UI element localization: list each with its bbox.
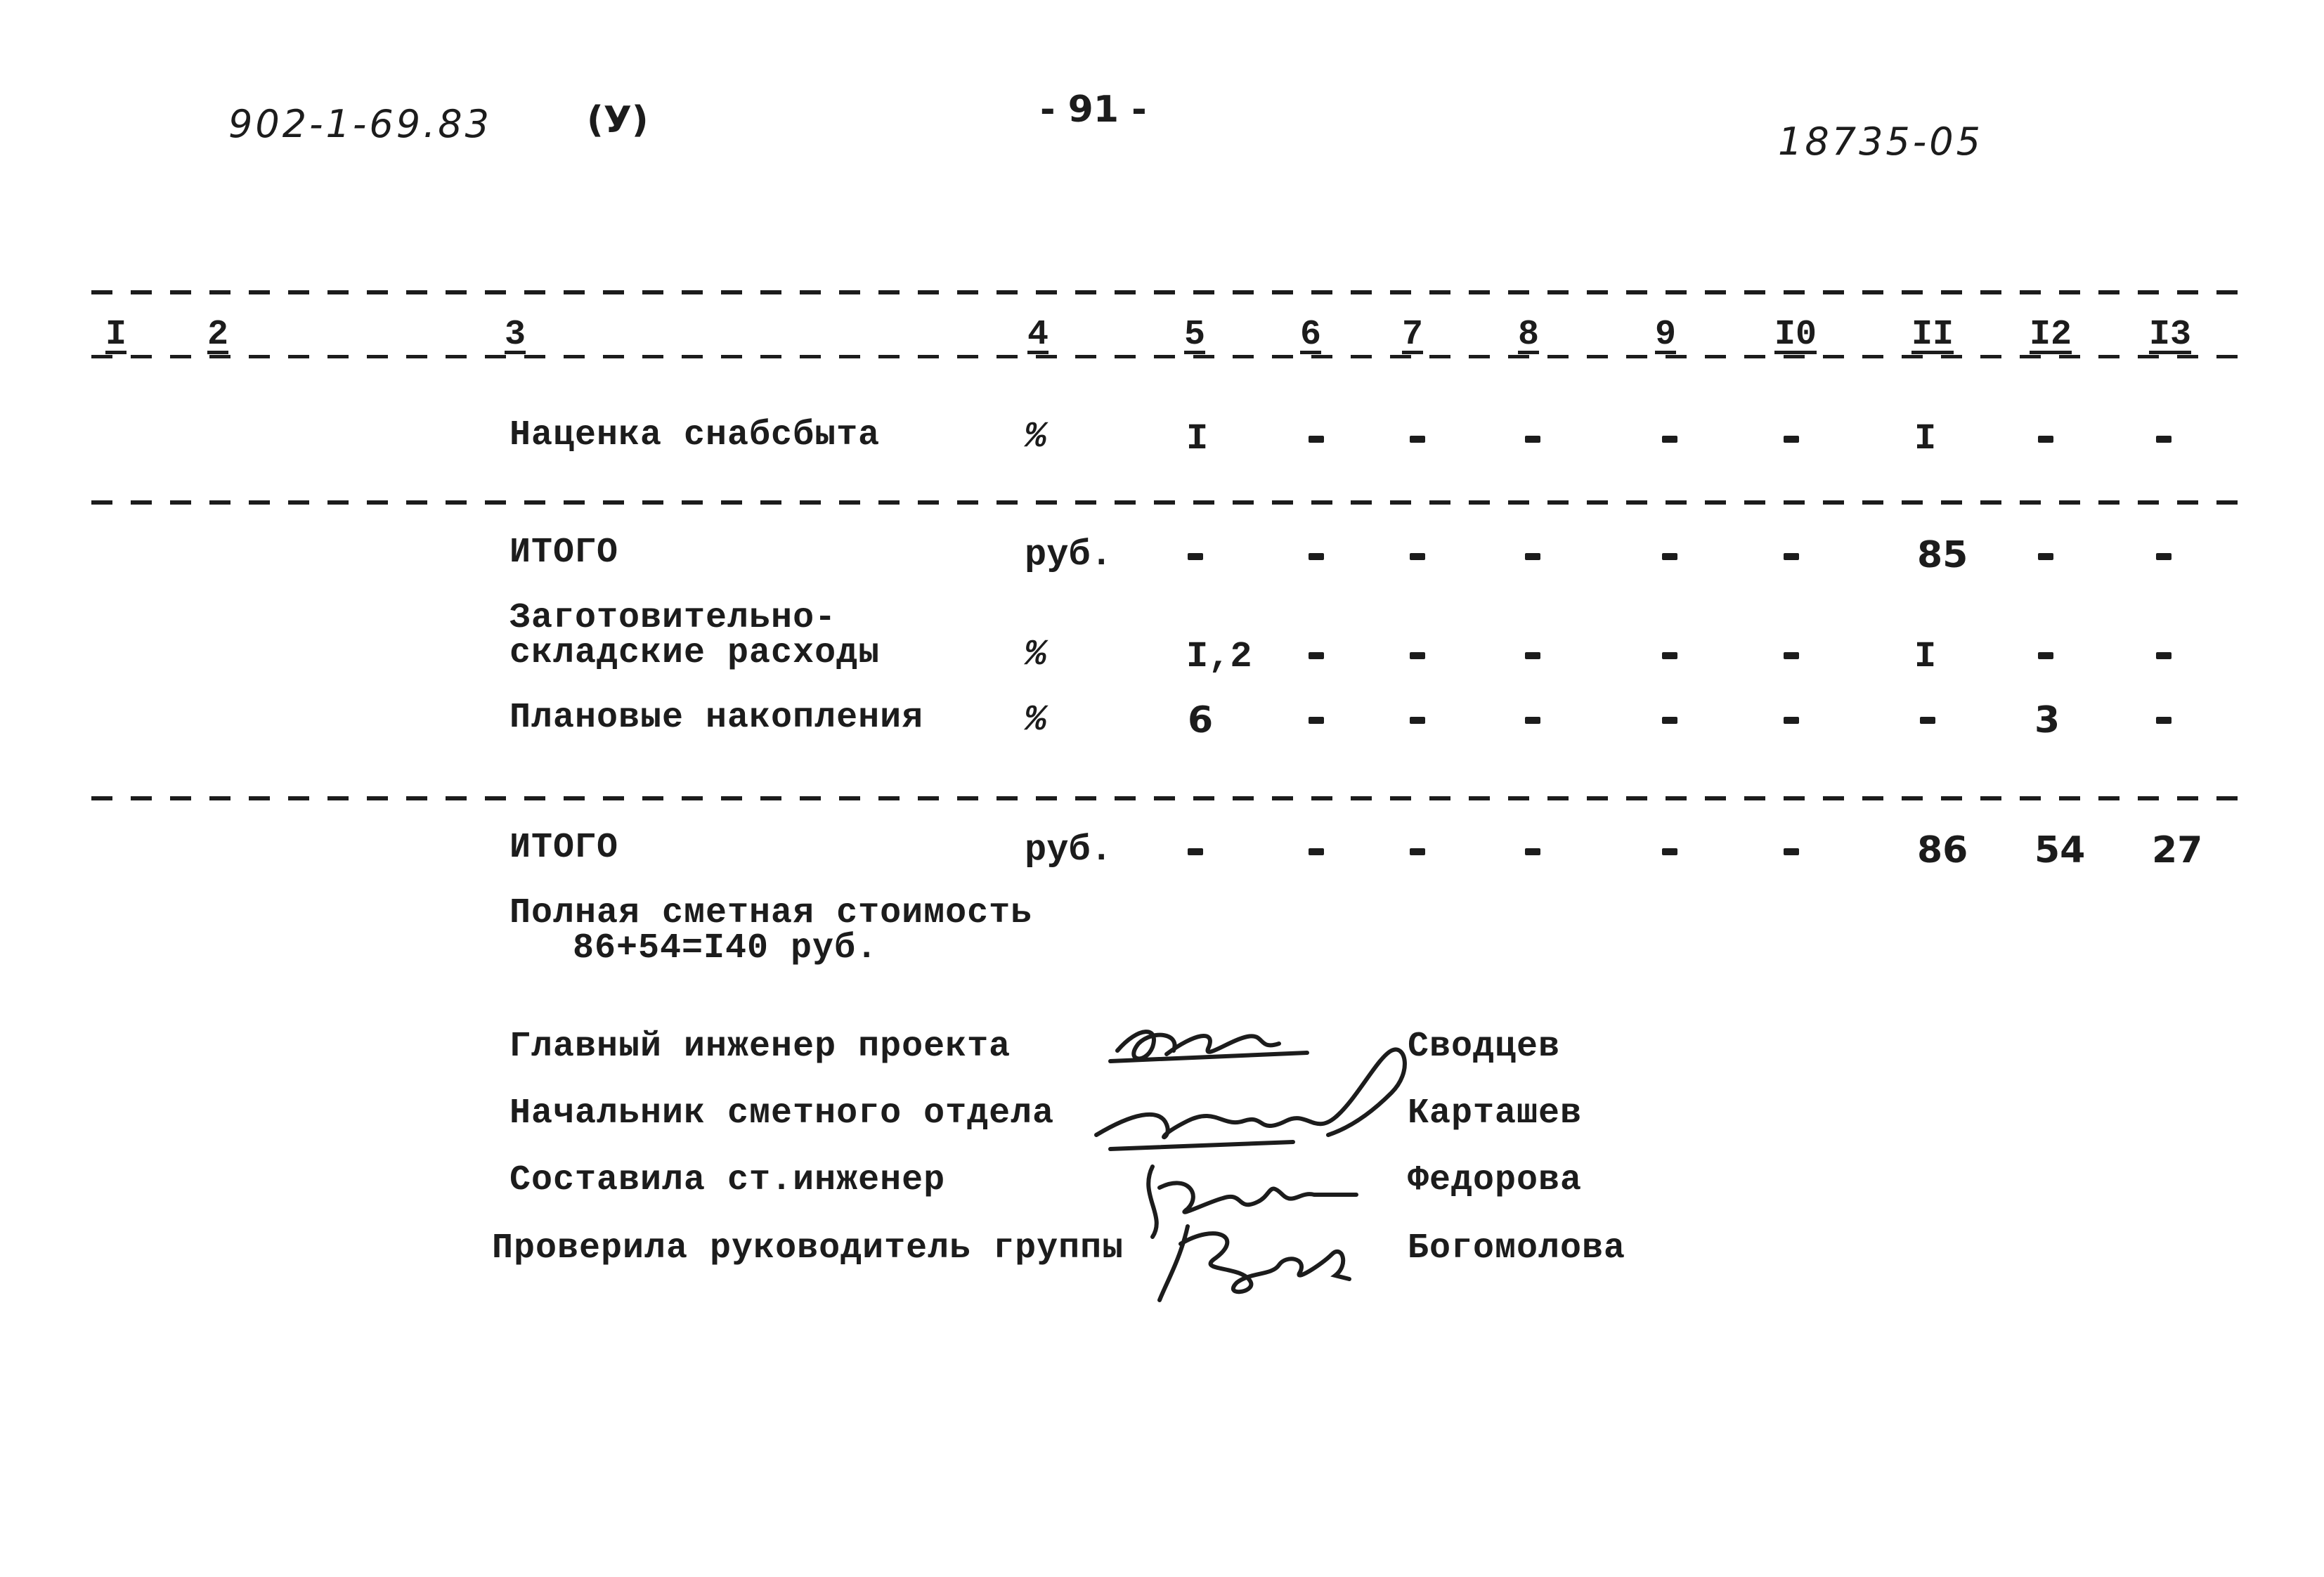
table-top-rule xyxy=(91,290,2242,294)
signatory-name: Сводцев xyxy=(1408,1027,1561,1067)
cell-col9-dash xyxy=(1662,848,1677,855)
document-code: 902-1-69.83 xyxy=(228,102,492,146)
cell-col11: I xyxy=(1914,418,1937,460)
cell-col12: 3 xyxy=(2034,699,2060,741)
cell-col8-dash xyxy=(1525,652,1540,659)
cell-col13-dash xyxy=(2156,436,2172,443)
column-number: 4 xyxy=(1027,315,1049,355)
column-number: 8 xyxy=(1518,315,1540,355)
cell-col11: 85 xyxy=(1917,534,1968,576)
signatory-name: Федорова xyxy=(1408,1160,1583,1200)
cell-col10-dash xyxy=(1784,436,1799,443)
column-number: I2 xyxy=(2030,315,2072,355)
column-number: 2 xyxy=(207,315,229,355)
page-number: - 91 - xyxy=(1040,89,1147,131)
row-label: ИТОГО xyxy=(509,533,619,573)
cell-col5-dash xyxy=(1188,553,1203,560)
cell-col7-dash xyxy=(1410,717,1425,724)
column-number: I3 xyxy=(2149,315,2192,355)
cell-col11: 86 xyxy=(1917,829,1968,871)
column-number: I xyxy=(105,315,127,355)
cell-col7-dash xyxy=(1410,553,1425,560)
cell-col10-dash xyxy=(1784,848,1799,855)
column-number: 5 xyxy=(1184,315,1206,355)
row-unit: % xyxy=(1025,634,1047,675)
cell-col5: I xyxy=(1186,418,1209,460)
cell-col12-dash xyxy=(2038,436,2053,443)
cell-col13: 27 xyxy=(2152,829,2203,871)
column-number: 7 xyxy=(1402,315,1424,355)
signatory-role: Составила ст.инженер xyxy=(509,1160,946,1200)
cell-col9-dash xyxy=(1662,553,1677,560)
cell-col9-dash xyxy=(1662,717,1677,724)
cell-col6-dash xyxy=(1309,652,1324,659)
signatory-role: Проверила руководитель группы xyxy=(492,1228,1124,1268)
column-number: II xyxy=(1911,315,1954,355)
section-divider xyxy=(91,500,2242,505)
handwritten-signature xyxy=(1138,1216,1363,1307)
cell-col9-dash xyxy=(1662,652,1677,659)
cell-col5: I,2 xyxy=(1186,636,1252,677)
total-cost-formula: 86+54=I40 руб. xyxy=(573,928,878,968)
cell-col6-dash xyxy=(1309,717,1324,724)
row-unit: % xyxy=(1025,416,1047,457)
cell-col12-dash xyxy=(2038,553,2053,560)
cell-col6-dash xyxy=(1309,436,1324,443)
column-number: I0 xyxy=(1774,315,1817,355)
row-label-line1: Заготовительно- xyxy=(509,598,837,638)
document-mark: (У) xyxy=(587,99,649,141)
row-unit: % xyxy=(1025,699,1047,741)
cell-col8-dash xyxy=(1525,553,1540,560)
cell-col13-dash xyxy=(2156,553,2172,560)
cell-col6-dash xyxy=(1309,848,1324,855)
row-label: Плановые накопления xyxy=(509,698,924,738)
row-unit: руб. xyxy=(1025,829,1112,871)
signatory-name: Богомолова xyxy=(1408,1228,1626,1268)
column-header-underline xyxy=(91,355,2242,358)
cell-col10-dash xyxy=(1784,717,1799,724)
column-number: 6 xyxy=(1300,315,1322,355)
inventory-number: 18735-05 xyxy=(1778,119,1983,164)
cell-col12: 54 xyxy=(2034,829,2086,871)
row-label-line2: складские расходы xyxy=(509,633,881,673)
cell-col9-dash xyxy=(1662,436,1677,443)
row-label: ИТОГО xyxy=(509,828,619,868)
row-unit: руб. xyxy=(1025,534,1112,576)
signatory-role: Главный инженер проекта xyxy=(509,1027,1011,1067)
cell-col13-dash xyxy=(2156,717,2172,724)
cell-col11-dash xyxy=(1920,717,1935,724)
cell-col7-dash xyxy=(1410,652,1425,659)
section-divider xyxy=(91,796,2242,800)
column-number: 3 xyxy=(505,315,526,355)
cell-col7-dash xyxy=(1410,436,1425,443)
signatory-name: Карташев xyxy=(1408,1093,1583,1134)
signatory-role: Начальник сметного отдела xyxy=(509,1093,1055,1134)
cell-col5-dash xyxy=(1188,848,1203,855)
cell-col7-dash xyxy=(1410,848,1425,855)
cell-col13-dash xyxy=(2156,652,2172,659)
cell-col8-dash xyxy=(1525,848,1540,855)
cell-col12-dash xyxy=(2038,652,2053,659)
column-number: 9 xyxy=(1655,315,1677,355)
cell-col8-dash xyxy=(1525,436,1540,443)
handwritten-signature xyxy=(1082,1030,1420,1163)
cell-col8-dash xyxy=(1525,717,1540,724)
total-cost-label: Полная сметная стоимость xyxy=(509,893,1033,933)
cell-col11: I xyxy=(1914,636,1937,677)
row-label: Наценка снабсбыта xyxy=(509,415,881,455)
cell-col10-dash xyxy=(1784,553,1799,560)
cell-col6-dash xyxy=(1309,553,1324,560)
cell-col10-dash xyxy=(1784,652,1799,659)
cell-col5: 6 xyxy=(1188,699,1214,741)
